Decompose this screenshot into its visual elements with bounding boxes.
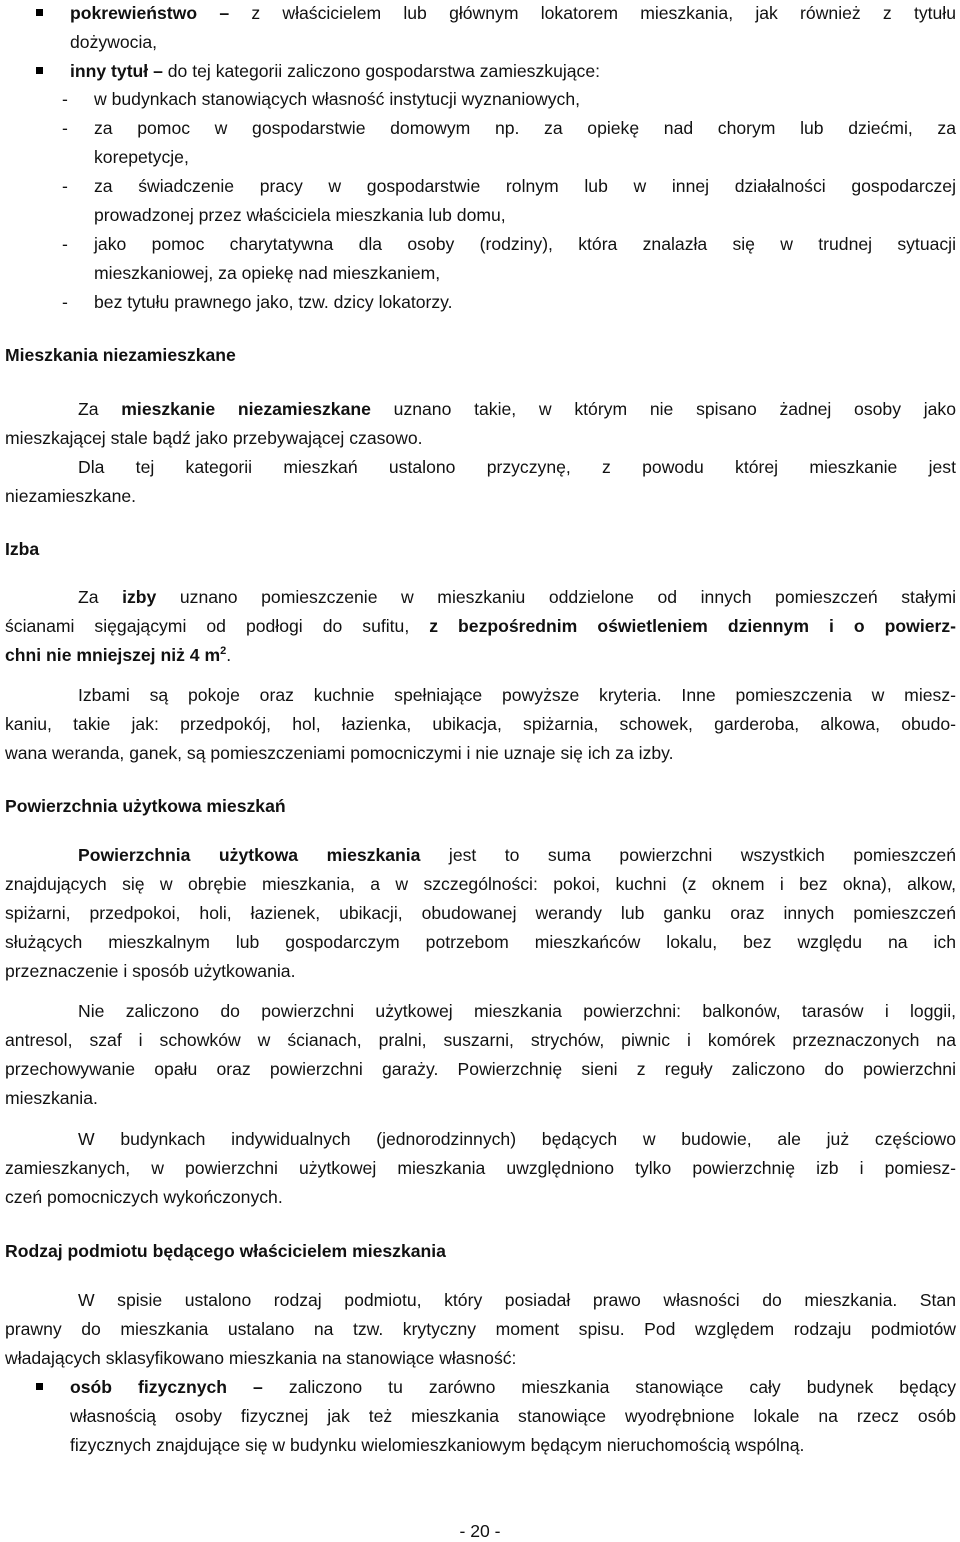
page-number: - 20 - xyxy=(459,1521,501,1541)
dash-marker: - xyxy=(62,292,68,312)
paragraph-line: przeznaczenie i sposób użytkowania. xyxy=(5,961,296,981)
dash-marker: - xyxy=(62,234,68,254)
paragraph-line: Za mieszkanie niezamieszkane uznano takie, w którym nie spisano żadnej osoby jako xyxy=(78,399,957,419)
paragraph-line: niezamieszkane. xyxy=(5,486,137,506)
paragraph-line: zamieszkanych, w powierzchni użytkowej mieszkania uwzględniono tylko powierzchnię izb i pomiesz- xyxy=(5,1158,956,1178)
bullet-square-icon xyxy=(36,1383,43,1390)
paragraph-line: ścianami sięgającymi od podłogi do sufitu, z bezpośrednim oświetleniem dziennym i o powierz- xyxy=(5,616,956,636)
paragraph-line: Nie zaliczono do powierzchni użytkowej mieszkania powierzchni: balkonów, tarasów i loggii, xyxy=(78,1001,956,1021)
paragraph-line: służących mieszkalnym lub gospodarczym potrzebom mieszkańców lokalu, bez względu na ich xyxy=(5,932,956,952)
paragraph-line: wana weranda, ganek, są pomieszczeniami pomocniczymi i nie uznaje się ich za izby. xyxy=(5,743,674,763)
section-heading: Izba xyxy=(5,539,40,559)
paragraph-line: chni nie mniejszej niż 4 $m^2$. xyxy=(5,645,232,665)
dash-item: za świadczenie pracy w gospodarstwie rolnym lub w innej działalności gospodarczej xyxy=(94,176,956,196)
paragraph-line: mieszkającej stale bądź jako przebywającej czasowo. xyxy=(5,428,423,448)
dash-item: jako pomoc charytatywna dla osoby (rodziny), która znalazła się w trudnej sytuacji xyxy=(94,234,956,254)
list-item-continuation: dożywocia, xyxy=(70,32,158,52)
dash-item: w budynkach stanowiących własność instytucji wyznaniowych, xyxy=(94,89,581,109)
paragraph-line: władających sklasyfikowano mieszkania na stanowiące własność: xyxy=(5,1348,517,1368)
paragraph-line: kaniu, takie jak: przedpokój, hol, łazienka, ubikacja, spiżarnia, schowek, garderoba, alkowa, obudo- xyxy=(5,714,956,734)
list-item-continuation: własnością osoby fizycznej jak też mieszkania stanowiące wyodrębnione lokale na rzecz osób xyxy=(70,1406,956,1426)
paragraph-line: spiżarni, przedpokoi, holi, łazienek, ubikacji, obudowanej werandy lub ganku oraz innych pomieszczeń xyxy=(5,903,956,923)
bullet-square-icon xyxy=(36,9,43,16)
section-heading: Mieszkania niezamieszkane xyxy=(5,345,236,365)
list-item: inny tytuł – do tej kategorii zaliczono gospodarstwa zamieszkujące: xyxy=(70,61,601,81)
list-item-continuation: fizycznych znajdujące się w budynku wielomieszkaniowym będącym nieruchomością wspólną. xyxy=(70,1435,805,1455)
paragraph-line: znajdujących się w obrębie mieszkania, a w szczególności: pokoi, kuchni (z oknem i bez okna), alkow, xyxy=(5,874,956,894)
dash-marker: - xyxy=(62,89,68,109)
paragraph-line: antresol, szaf i schowków w ścianach, pralni, suszarni, strychów, piwnic i komórek przeznaczonych na xyxy=(5,1030,956,1050)
dash-item-continuation: korepetycje, xyxy=(94,147,189,167)
paragraph-line: Izbami są pokoje oraz kuchnie spełniające powyższe kryteria. Inne pomieszczenia w miesz- xyxy=(78,685,956,705)
dash-item: bez tytułu prawnego jako, tzw. dzicy lokatorzy. xyxy=(94,292,453,312)
paragraph-line: Powierzchnia użytkowa mieszkania jest to suma powierzchni wszystkich pomieszczeń xyxy=(78,845,956,865)
paragraph-line: Za izby uznano pomieszczenie w mieszkaniu oddzielone od innych pomieszczeń stałymi xyxy=(78,587,957,607)
section-heading: Rodzaj podmiotu będącego właścicielem mieszkania xyxy=(5,1241,446,1261)
paragraph-line: prawny do mieszkania ustalano na tzw. krytyczny moment spisu. Pod względem rodzaju podmiotów xyxy=(5,1319,956,1339)
section-heading: Powierzchnia użytkowa mieszkań xyxy=(5,796,286,816)
list-item: osób fizycznych – zaliczono tu zarówno mieszkania stanowiące cały budynek będący xyxy=(70,1377,956,1397)
dash-item-continuation: mieszkaniowej, za opiekę nad mieszkaniem, xyxy=(94,263,441,283)
dash-item: za pomoc w gospodarstwie domowym np. za opiekę nad chorym lub dziećmi, za xyxy=(94,118,956,138)
paragraph-line: mieszkania. xyxy=(5,1088,98,1108)
paragraph-line: W spisie ustalono rodzaj podmiotu, który posiadał prawo własności do mieszkania. Stan xyxy=(78,1290,956,1310)
dash-marker: - xyxy=(62,118,68,138)
paragraph-line: przechowywanie opału oraz powierzchni garaży. Powierzchnię sieni z reguły zaliczono do powierzchni xyxy=(5,1059,956,1079)
list-item: pokrewieństwo – z właścicielem lub głównym lokatorem mieszkania, jak również z tytułu xyxy=(70,3,956,23)
paragraph-line: Dla tej kategorii mieszkań ustalono przyczynę, z powodu której mieszkanie jest xyxy=(78,457,956,477)
bullet-square-icon xyxy=(36,67,43,74)
dash-marker: - xyxy=(62,176,68,196)
paragraph-line: W budynkach indywidualnych (jednorodzinnych) będących w budowie, ale już częściowo xyxy=(78,1129,956,1149)
paragraph-line: czeń pomocniczych wykończonych. xyxy=(5,1187,283,1207)
dash-item-continuation: prowadzonej przez właściciela mieszkania lub domu, xyxy=(94,205,506,225)
